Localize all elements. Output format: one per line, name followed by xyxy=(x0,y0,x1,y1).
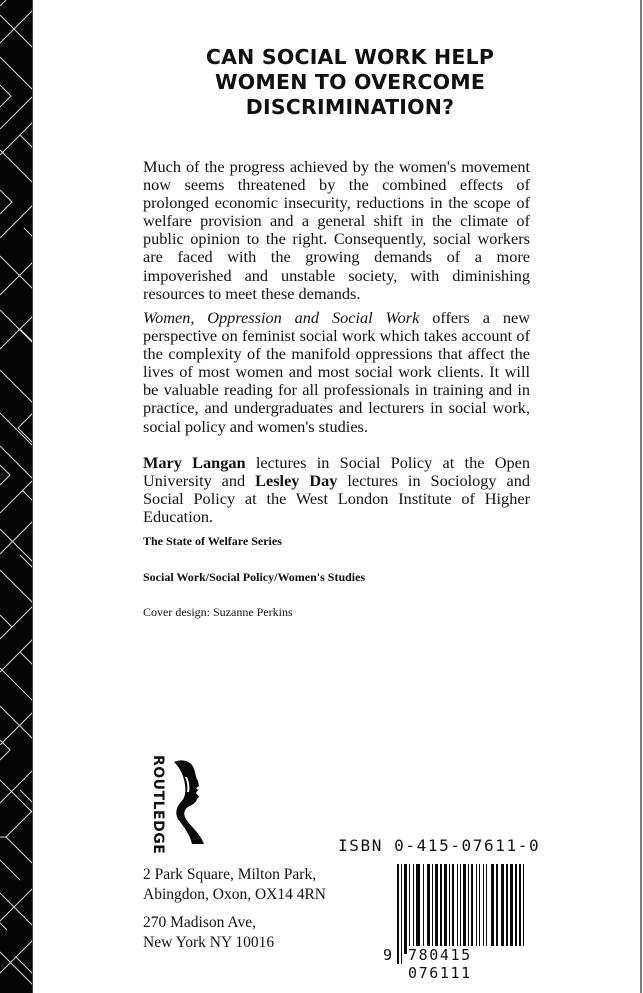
address-line: New York NY 10016 xyxy=(143,934,275,951)
series-name: The State of Welfare Series xyxy=(143,534,282,548)
isbn-label: ISBN 0-415-07611-0 xyxy=(338,836,541,855)
blurb-text: Much of the progress achieved by the women's movement now seems threatened by the combined effects of prolonged economic insecurity, reductions in the scope of welfare provision and a general shift in the climate of public opinion to the right. Consequently, social workers are faced with the growing demands of a more impoverished and unstable society, with diminishing resources to meet these demands. xyxy=(143,157,530,303)
book-title: Women, Oppression and Social Work xyxy=(143,308,420,327)
author-name: Mary Langan xyxy=(143,453,246,472)
barcode-lead-digit: 9 xyxy=(383,946,393,964)
address-line: Abingdon, Oxon, OX14 4RN xyxy=(143,886,326,903)
publisher-name: ROUTLEDGE xyxy=(150,755,166,855)
cover-headline xyxy=(140,45,560,120)
diagonal-lattice-pattern-icon xyxy=(0,0,33,993)
routledge-faces-r-logo-icon xyxy=(174,759,214,845)
barcode-number: 780415 076111 xyxy=(407,946,543,982)
author-bio-paragraph xyxy=(143,454,530,526)
author-bio xyxy=(143,454,530,526)
decorative-spine-pattern xyxy=(0,0,33,993)
cover-design-credit: Cover design: Suzanne Perkins xyxy=(143,605,293,619)
author-bio-text: lectures in Social Policy at the Open University and xyxy=(143,453,530,491)
headline-line: DISCRIMINATION? xyxy=(245,95,455,119)
page-edge-border xyxy=(640,0,642,993)
blurb-paragraph-intro xyxy=(143,158,530,303)
author-bio-text: lectures in Sociology and Social Policy at the West London Institute of Higher Education. xyxy=(143,471,531,527)
headline-line: WOMEN TO OVERCOME xyxy=(214,70,486,94)
address-line: 2 Park Square, Milton Park, xyxy=(143,866,317,883)
author-name: Lesley Day xyxy=(255,471,338,491)
publisher-address-us xyxy=(143,913,274,953)
publisher-logo xyxy=(140,755,220,855)
blurb-text-body: offers a new perspective on feminist social work which takes account of the complexity of the manifold oppressions that affect the lives of most women and most social work clients. It will be valuable reading for all professionals in training and in practice, and undergraduates and lecturers in social work, social policy and women's studies. xyxy=(143,308,530,436)
subject-categories: Social Work/Social Policy/Women's Studies xyxy=(143,570,366,584)
headline-line: CAN SOCIAL WORK HELP xyxy=(205,45,495,69)
publisher-address-uk xyxy=(143,865,326,905)
blurb-text xyxy=(143,309,530,436)
publisher-wordmark xyxy=(150,755,168,855)
address-line: 270 Madison Ave, xyxy=(143,914,256,931)
blurb-paragraph-book xyxy=(143,309,530,436)
